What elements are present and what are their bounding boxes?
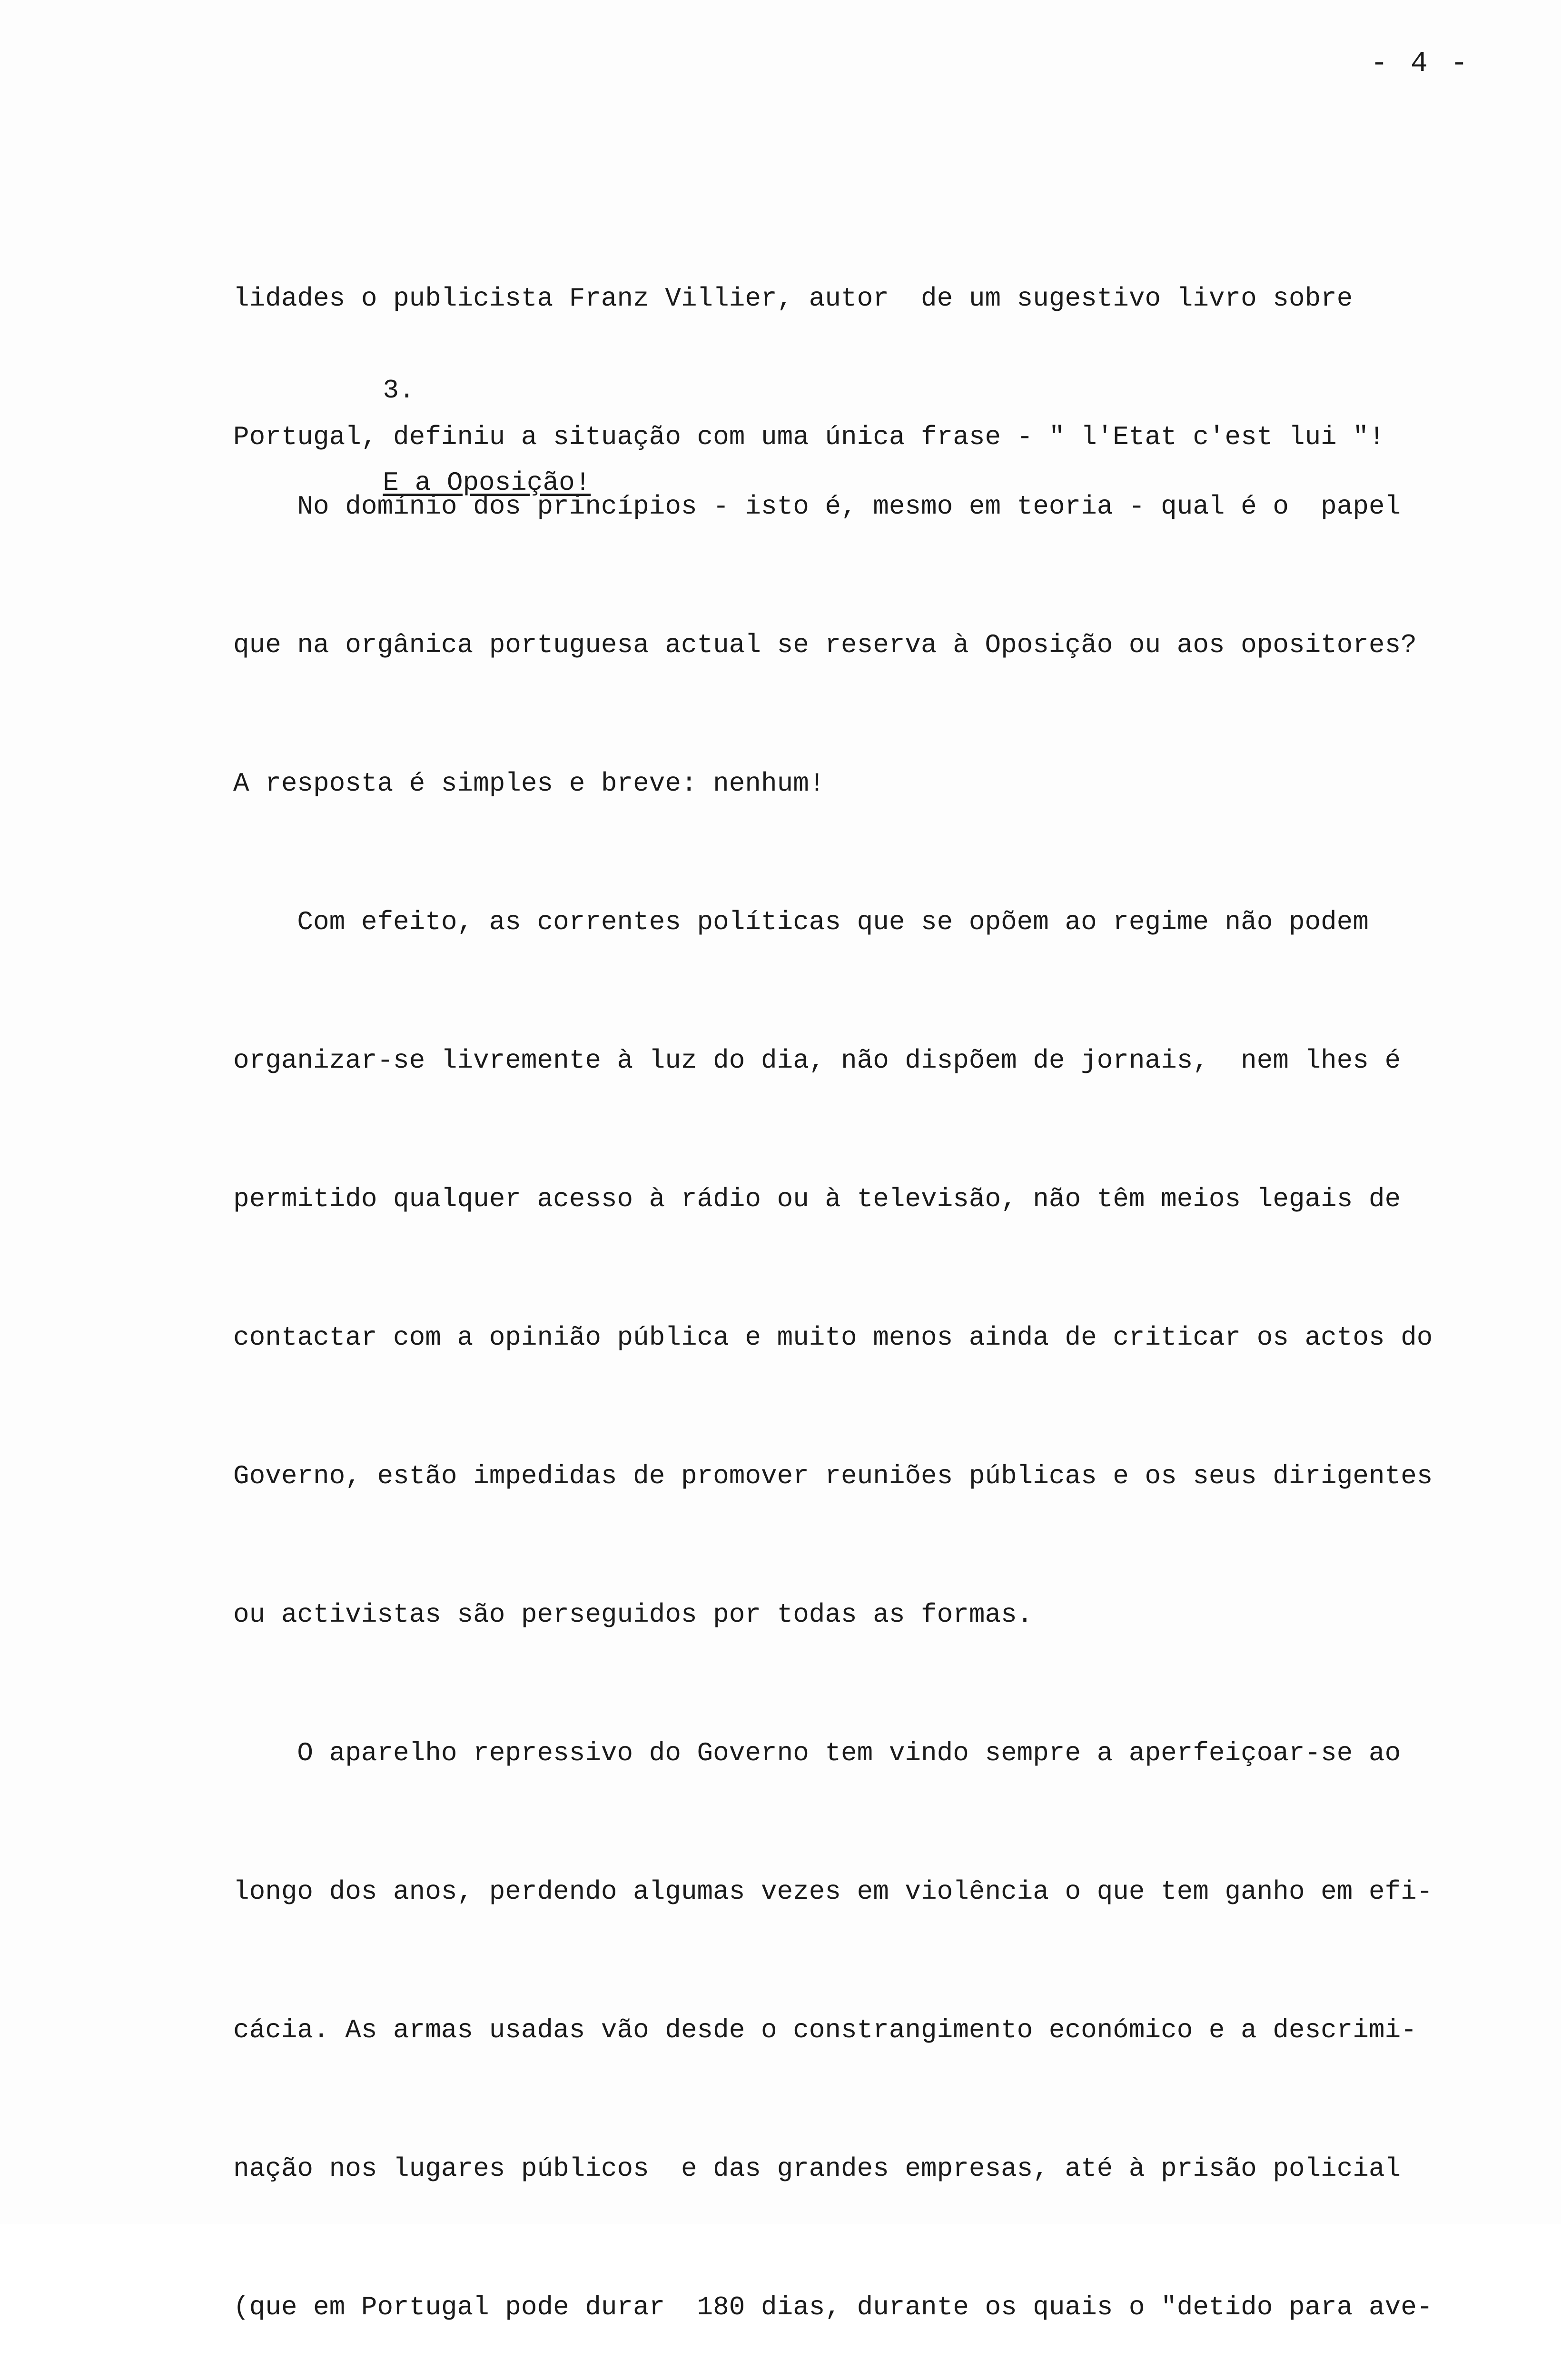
section-title: E a Oposição! xyxy=(383,467,591,498)
body-text xyxy=(233,391,1547,2380)
text-line: permitido qualquer acesso à rádio ou à televisão, não têm meios legais de xyxy=(233,1184,1401,1214)
text-line: O aparelho repressivo do Governo tem vindo sempre a aperfeiçoar-se ao xyxy=(233,1738,1401,1768)
text-line: A resposta é simples e breve: nenhum! xyxy=(233,768,825,799)
text-line: Governo, estão impedidas de promover reuniões públicas e os seus dirigentes xyxy=(233,1461,1433,1491)
text-line: longo dos anos, perdendo algumas vezes em violência o que tem ganho em efi- xyxy=(233,1876,1433,1907)
text-line: que na orgânica portuguesa actual se reserva à Oposição ou aos opositores? xyxy=(233,630,1417,660)
text-line: contactar com a opinião pública e muito menos ainda de criticar os actos do xyxy=(233,1322,1433,1353)
text-line: Portugal, definiu a situação com uma única frase - " l'Etat c'est lui "! xyxy=(233,422,1385,452)
text-line: organizar-se livremente à luz do dia, não dispõem de jornais, nem lhes é xyxy=(233,1045,1401,1076)
text-line: ou activistas são perseguidos por todas as formas. xyxy=(233,1599,1033,1630)
text-line: lidades o publicista Franz Villier, autor de um sugestivo livro sobre xyxy=(233,283,1353,314)
text-line: Com efeito, as correntes políticas que se opõem ao regime não podem xyxy=(233,907,1369,937)
text-line: (que em Portugal pode durar 180 dias, durante os quais o "detido para ave- xyxy=(233,2292,1433,2322)
section-number: 3. xyxy=(383,375,415,406)
text-line: cácia. As armas usadas vão desde o constrangimento económico e a descrimi- xyxy=(233,2015,1417,2045)
text-line: nação nos lugares públicos e das grandes empresas, até à prisão policial xyxy=(233,2153,1401,2184)
page-number: - 4 - xyxy=(1371,48,1471,80)
text-line: No domínio dos princípios - isto é, mesmo em teoria - qual é o papel xyxy=(233,491,1401,522)
